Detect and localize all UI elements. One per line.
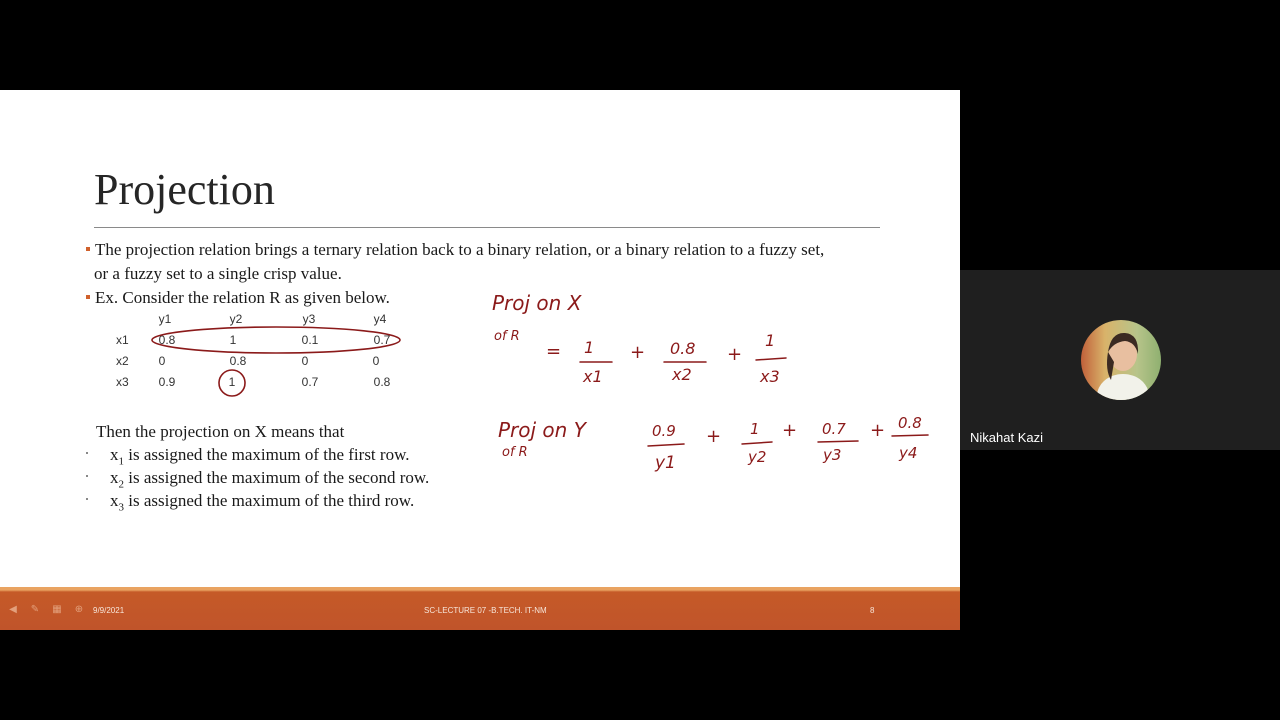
table-cell: 0 [372,354,380,368]
table-cell: 0.8 [229,354,247,368]
row-header: x3 [116,375,129,389]
proj-x-label: Proj on X [492,291,582,315]
proj-y-num-2: 1 [750,420,760,438]
projection-explanation: Then the projection on X means that [96,422,345,441]
proj-y-num-1: 0.9 [652,422,676,440]
participant-name: Nikahat Kazi [970,430,1043,445]
proj-x-den-2: x2 [672,365,692,384]
proj-y-num-3: 0.7 [822,420,846,438]
bullet-1-line-1: The projection relation brings a ternary relation back to a binary relation, or a binary relation to a fuzzy set, [95,240,825,259]
table-cell: 1 [229,333,237,347]
pen-tool-icon[interactable]: ✎ [30,604,40,615]
column-header: y1 [158,312,172,326]
proj-y-label: Proj on Y [498,418,586,442]
row-x1-circle-annotation [152,327,400,353]
proj-y-of-label: of R [502,445,528,460]
sub-item-2: $x_2$ is assigned the maximum of the second row. [86,468,429,490]
svg-text:+: + [706,426,722,447]
proj-y-num-4: 0.8 [898,414,922,432]
proj-y-den-1: y1 [655,453,676,473]
svg-text:+: + [870,420,886,441]
table-cell: 0.1 [301,333,319,347]
table-cell: 0.7 [373,333,391,347]
column-header: y3 [302,312,316,326]
table-cell: 0.9 [158,375,176,389]
sub-item-1: $x_1$ is assigned the maximum of the first row. [86,445,410,467]
footer-course: SC-LECTURE 07 -B.TECH. IT-NM [424,606,547,615]
table-cell: 1 [228,375,236,389]
sub-item-3: $x_3$ is assigned the maximum of the third row. [86,491,414,513]
svg-text:+: + [782,420,798,441]
table-cell: 0.7 [301,375,319,389]
slide-title: Projection [94,165,275,214]
slide-number: 8 [870,606,875,615]
previous-slide-icon[interactable]: ◀ [9,604,17,615]
proj-y-den-3: y3 [823,446,842,464]
svg-text:+: + [630,342,646,363]
svg-text:+: + [727,344,743,365]
table-cell: 0 [158,354,166,368]
proj-y-den-4: y4 [899,444,918,462]
row-header: x1 [116,333,129,347]
slide-footer [0,587,960,630]
footer-date: 9/9/2021 [93,606,125,615]
slideshow-toolbar [6,604,86,616]
table-cell: 0.8 [373,375,391,389]
zoom-icon[interactable]: ⊕ [74,604,84,615]
slide-grid-icon[interactable]: ▦ [52,604,62,615]
row-header: x2 [116,354,129,368]
table-cell: 0.8 [158,333,176,347]
table-cell: 0 [301,354,309,368]
participant-video-tile[interactable] [960,270,1280,450]
proj-x-num-1: 1 [584,338,595,357]
proj-x-of-label: of R [494,329,520,344]
handwritten-annotations [0,90,960,630]
presentation-slide [0,90,960,630]
svg-text:=: = [546,341,562,362]
proj-x-num-2: 0.8 [670,339,696,358]
proj-x-den-1: x1 [583,367,603,386]
bullet-2-text: Ex. Consider the relation R as given below. [95,288,390,307]
column-header: y4 [373,312,387,326]
avatar [1081,320,1161,400]
proj-x-den-3: x3 [760,367,780,386]
proj-x-num-3: 1 [765,331,776,350]
column-header: y2 [229,312,243,326]
proj-y-den-2: y2 [748,448,767,466]
bullet-1-continuation: or a fuzzy set to a single crisp value. [94,264,342,283]
cell-circle-annotation [219,370,245,396]
